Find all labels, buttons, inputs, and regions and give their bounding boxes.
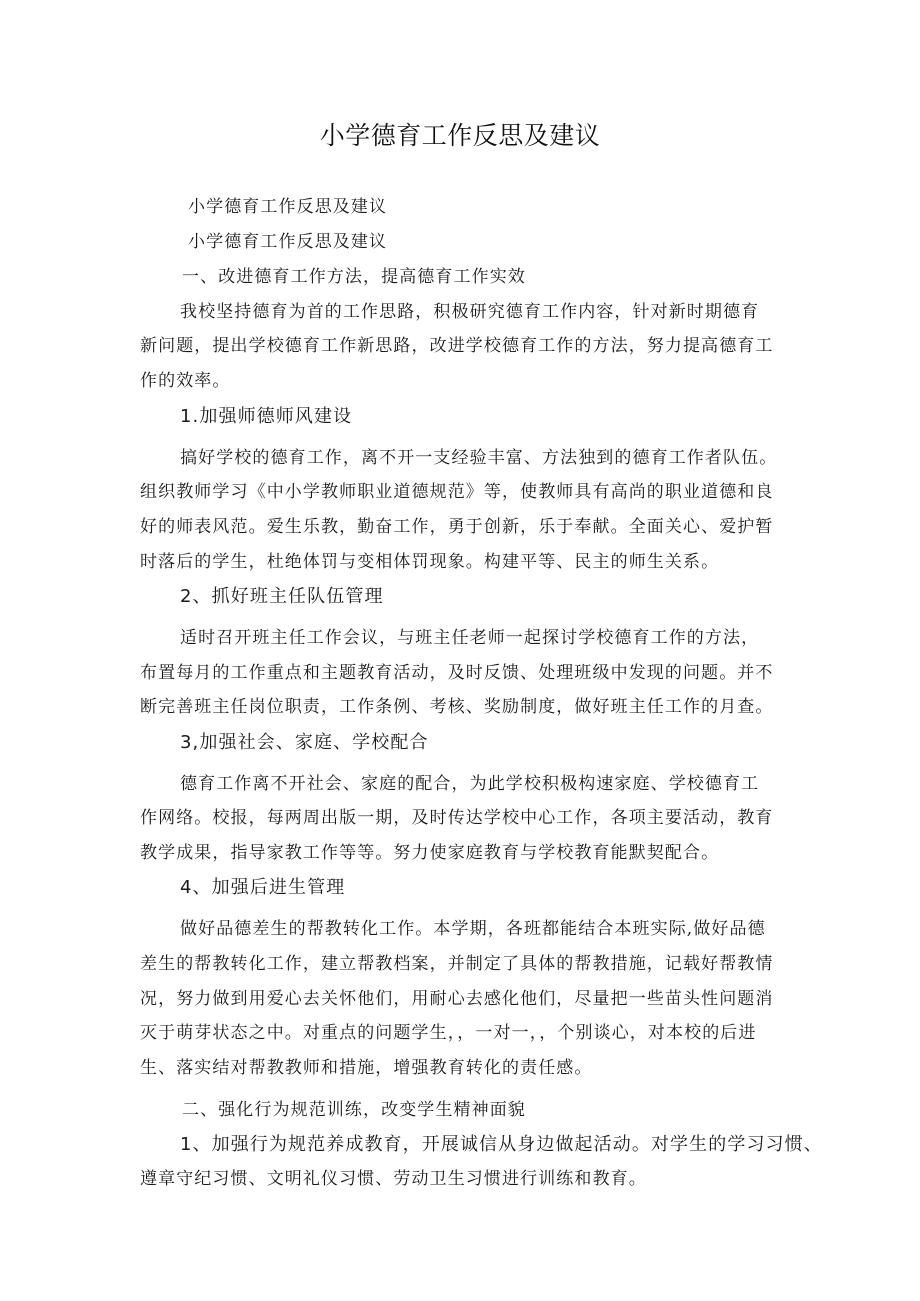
paragraph-line: 我校坚持德育为首的工作思路，积极研究德育工作内容，针对新时期德育 bbox=[180, 302, 760, 322]
paragraph-line: 适时召开班主任工作会议，与班主任老师一起探讨学校德育工作的方法， bbox=[180, 628, 760, 648]
paragraph-line: 时落后的学生，杜绝体罚与变相体罚现象。构建平等、民主的师生关系。 bbox=[140, 552, 720, 572]
subsection-heading: 3,加强社会、家庭、学校配合 bbox=[180, 732, 429, 753]
paragraph-line: 况，努力做到用爱心去关怀他们，用耐心去感化他们，尽量把一些苗头性问题消 bbox=[140, 989, 774, 1009]
document-title: 小学德育工作反思及建议 bbox=[319, 121, 601, 150]
paragraph-line: 布置每月的工作重点和主题教育活动，及时反馈、处理班级中发现的问题。并不 bbox=[140, 663, 774, 683]
paragraph-line: 组织教师学习《中小学教师职业道德规范》等，使教师具有高尚的职业道德和良 bbox=[140, 482, 774, 502]
paragraph-line: 遵章守纪习惯、文明礼仪习惯、劳动卫生习惯进行训练和教育。 bbox=[140, 1169, 647, 1189]
paragraph-line: 好的师表风范。爱生乐教，勤奋工作，勇于创新，乐于奉献。全面关心、爱护暂 bbox=[140, 517, 774, 537]
subsection-heading: 1.加强师德师风建设 bbox=[180, 406, 353, 427]
subsection-heading: 2、抓好班主任队伍管理 bbox=[180, 586, 384, 607]
section-heading: 二、强化行为规范训练，改变学生精神面貌 bbox=[182, 1100, 526, 1120]
paragraph-line: 作网络。校报，每两周出版一期，及时传达学校中心工作，各项主要活动，教育 bbox=[140, 808, 774, 828]
paragraph-line: 差生的帮教转化工作，建立帮教档案，并制定了具体的帮教措施，记载好帮教情 bbox=[140, 954, 774, 974]
paragraph-line: 搞好学校的德育工作，离不开一支经验丰富、方法独到的德育工作者队伍。 bbox=[180, 448, 778, 468]
subsection-heading: 4、加强后进生管理 bbox=[180, 877, 346, 898]
paragraph-line: 生、落实结对帮教教师和措施，增强教育转化的责任感。 bbox=[140, 1058, 593, 1078]
paragraph-line: 灭于萌芽状态之中。对重点的问题学生，，一对一，，个别谈心，对本校的后进 bbox=[140, 1023, 757, 1043]
paragraph-line: 作的效率。 bbox=[140, 371, 231, 391]
subtitle-line: 小学德育工作反思及建议 bbox=[188, 232, 388, 252]
paragraph-line: 教学成果，指导家教工作等等。努力使家庭教育与学校教育能默契配合。 bbox=[140, 843, 720, 863]
subtitle-line: 小学德育工作反思及建议 bbox=[188, 197, 388, 217]
section-heading: 一、改进德育工作方法，提高德育工作实效 bbox=[182, 267, 526, 287]
paragraph-line: 德育工作离不开社会、家庭的配合，为此学校积极构速家庭、学校德育工 bbox=[180, 774, 760, 794]
paragraph-line: 断完善班主任岗位职责，工作条例、考核、奖励制度，做好班主任工作的月查。 bbox=[140, 697, 774, 717]
paragraph-line: 新问题，提出学校德育工作新思路，改进学校德育工作的方法，努力提高德育工 bbox=[140, 336, 774, 356]
paragraph-line: 1、加强行为规范养成教育，开展诚信从身边做起活动。对学生的学习习惯、 bbox=[180, 1134, 823, 1155]
paragraph-line: 做好品德差生的帮教转化工作。本学期，各班都能结合本班实际,做好品德 bbox=[180, 919, 766, 939]
